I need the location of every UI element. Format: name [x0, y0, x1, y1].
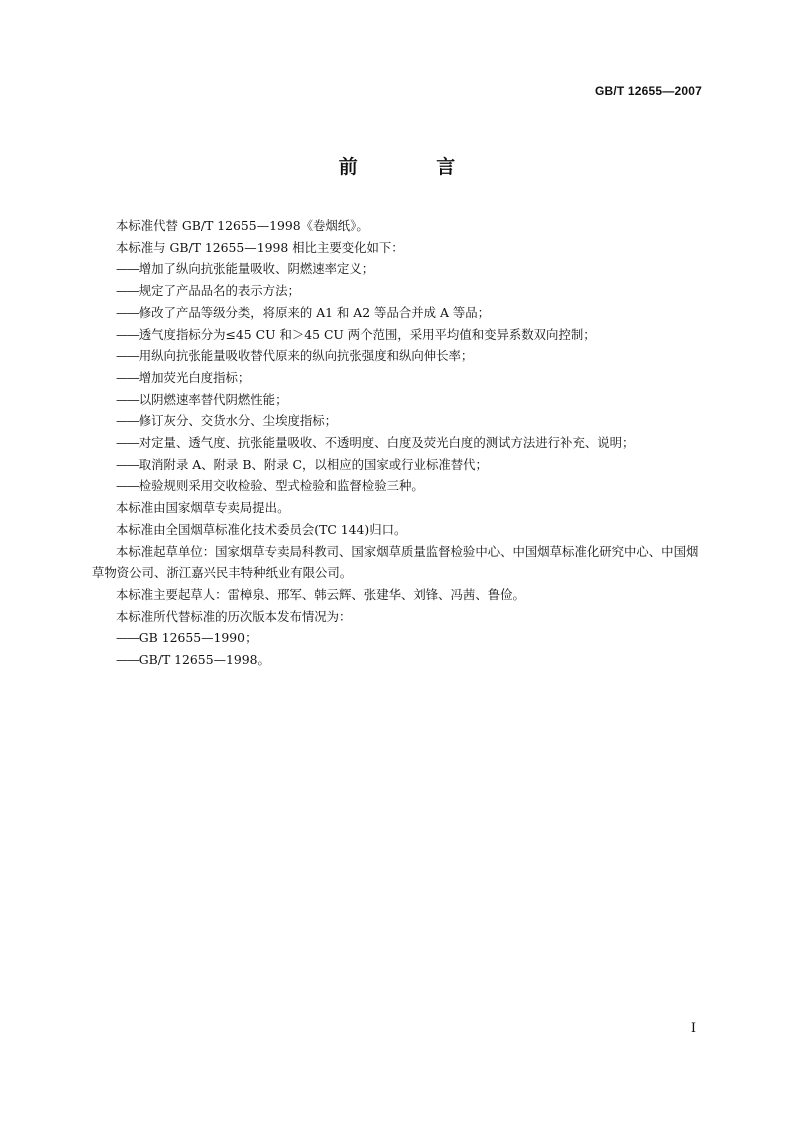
- dash-marker: ——: [116, 391, 139, 407]
- page-title: 前 言: [338, 156, 492, 178]
- change-item-text: 增加荧光白度指标；: [138, 369, 251, 385]
- dash-marker: ——: [116, 326, 139, 342]
- change-item-text: 透气度指标分为≤45 CU 和＞45 CU 两个范围，采用平均值和变异系数双向控制；: [138, 326, 596, 342]
- dash-marker: ——: [116, 630, 139, 646]
- history-item-text: GB 12655—1990；: [138, 630, 258, 646]
- change-item-text: 用纵向抗张能量吸收替代原来的纵向抗张强度和纵向伸长率；: [138, 348, 474, 364]
- change-item: [92, 367, 704, 389]
- history-item-text: GB/T 12655—1998。: [138, 652, 270, 668]
- dash-marker: ——: [116, 369, 139, 385]
- change-item: [92, 475, 704, 497]
- change-item: [92, 454, 704, 476]
- dash-marker: ——: [116, 456, 139, 472]
- paragraph-changes-intro: 本标准与 GB/T 12655—1998 相比主要变化如下：: [116, 239, 404, 255]
- change-item-text: 检验规则采用交收检验、型式检验和监督检验三种。: [138, 478, 424, 494]
- standard-code: GB/T 12655—2007: [594, 84, 702, 98]
- dash-marker: ——: [116, 283, 139, 299]
- foreword-body: [92, 215, 704, 671]
- dash-marker: ——: [116, 652, 139, 668]
- change-item-text: 增加了纵向抗张能量吸收、阴燃速率定义；: [138, 261, 375, 277]
- change-item: [92, 389, 704, 411]
- history-item: [92, 649, 704, 671]
- change-item-text: 规定了产品品名的表示方法；: [138, 283, 300, 299]
- dash-marker: ——: [116, 261, 139, 277]
- paragraph-history-intro: 本标准所代替标准的历次版本发布情况为：: [116, 608, 352, 624]
- page-number: I: [690, 1021, 696, 1036]
- dash-marker: ——: [116, 478, 139, 494]
- change-item: [92, 302, 704, 324]
- dash-marker: ——: [116, 435, 139, 451]
- change-item: [92, 432, 704, 454]
- history-item: [92, 627, 704, 649]
- change-item-text: 以阴燃速率替代阴燃性能；: [138, 391, 288, 407]
- paragraph-drafters: 本标准主要起草人：雷樟泉、邢军、韩云辉、张建华、刘锋、冯茜、鲁俭。: [116, 586, 525, 602]
- dash-marker: ——: [116, 304, 139, 320]
- change-item-text: 修改了产品等级分类，将原来的 A1 和 A2 等品合并成 A 等品；: [138, 304, 491, 320]
- paragraph-proposed-by: 本标准由国家烟草专卖局提出。: [116, 500, 290, 516]
- paragraph-administered-by: 本标准由全国烟草标准化技术委员会(TC 144)归口。: [116, 521, 407, 537]
- change-item-text: 取消附录 A、附录 B、附录 C，以相应的国家或行业标准替代；: [138, 456, 488, 472]
- change-item: [92, 258, 704, 280]
- change-item-text: 对定量、透气度、抗张能量吸收、不透明度、白度及荧光白度的测试方法进行补充、说明；: [138, 435, 635, 451]
- change-item: [92, 345, 704, 367]
- dash-marker: ——: [116, 348, 139, 364]
- change-item: [92, 324, 704, 346]
- change-item: [92, 410, 704, 432]
- paragraph-drafting-units: 本标准起草单位：国家烟草专卖局科教司、国家烟草质量监督检验中心、中国烟草标准化研究中心、中国烟草物资公司、浙江嘉兴民丰特种纸业有限公司。: [92, 543, 699, 581]
- paragraph-replaces: 本标准代替 GB/T 12655—1998《卷烟纸》。: [116, 218, 369, 233]
- dash-marker: ——: [116, 413, 139, 429]
- change-item: [92, 280, 704, 302]
- change-item-text: 修订灰分、交货水分、尘埃度指标；: [138, 413, 338, 429]
